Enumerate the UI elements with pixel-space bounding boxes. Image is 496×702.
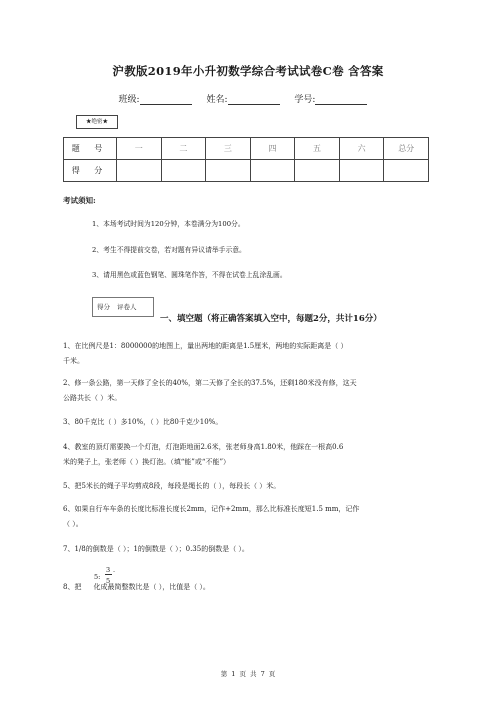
score-cell[interactable] <box>384 160 429 182</box>
question-6 <box>63 502 433 532</box>
question-text: 千米。 <box>63 357 84 365</box>
column-6: 六 <box>339 138 384 160</box>
student-id-blank[interactable] <box>315 95 367 105</box>
question-7 <box>63 542 433 557</box>
student-id-label: 学号: <box>294 95 316 105</box>
question-text: 7、1/8的倒数是（ ）；1的倒数是（ ）；0.35的倒数是（ ）。 <box>63 545 249 553</box>
grader-score-label: 得分 <box>97 303 110 311</box>
question-8 <box>63 580 433 595</box>
column-total: 总分 <box>384 138 429 160</box>
question-2 <box>63 376 433 406</box>
note-item: 3、请用黑色或蓝色钢笔、圆珠笔作答，不得在试卷上乱涂乱画。 <box>92 271 287 279</box>
question-5 <box>63 479 433 494</box>
column-1: 一 <box>117 138 162 160</box>
name-blank[interactable] <box>228 95 280 105</box>
fraction-dot: . <box>113 566 116 574</box>
question-1 <box>63 339 433 369</box>
question-text: 公路共长（ ）米。 <box>63 394 122 402</box>
section-1-title: 一、填空题（将正确答案填入空中，每题2分，共计16分） <box>160 314 382 324</box>
question-text: 5、把5米长的绳子平均剪成8段，每段是绳长的（ ），每段长（ ）米。 <box>63 482 281 490</box>
exam-title: 沪教版2019年小升初数学综合考试试卷C卷 含答案 <box>112 64 384 78</box>
ratio-left: 5: <box>94 573 101 581</box>
grader-reviewer-label: 评卷人 <box>117 303 137 311</box>
question-text: 6、如果自行车车条的长度比标准长度长2mm，记作+2mm，那么比标准长度短1.5 mm，记作 <box>63 505 360 513</box>
score-cell[interactable] <box>295 160 340 182</box>
score-cell[interactable] <box>206 160 251 182</box>
score-cell[interactable] <box>161 160 206 182</box>
score-cell[interactable] <box>339 160 384 182</box>
score-header: 得 分 <box>64 160 117 182</box>
question-text: 化成最简整数比是（ ），比值是（ ）。 <box>93 583 210 591</box>
score-table <box>63 137 429 182</box>
question-text: 1、在比例尺是1：8000000的地图上，量出两地的距离是1.5厘米，两地的实际距离是（ ） <box>63 342 348 350</box>
question-text: 2、修一条公路，第一天修了全长的40%，第二天修了全长的37.5%，还剩180米没有修，这天 <box>63 379 357 387</box>
class-blank[interactable] <box>140 95 192 105</box>
question-text: 4、教室的顶灯需要换一个灯泡，灯泡距地面2.6米，张老师身高1.80米，他踩在一根高0.6 <box>63 443 344 451</box>
fraction-denominator: 5 <box>106 577 111 585</box>
column-2: 二 <box>161 138 206 160</box>
student-info-line <box>0 92 496 105</box>
notes-title: 考试须知: <box>63 196 96 205</box>
question-3 <box>63 415 433 430</box>
fraction-numerator: 3 <box>106 566 111 574</box>
score-table-score-row <box>64 160 429 182</box>
column-5: 五 <box>295 138 340 160</box>
score-table-header-row <box>64 138 429 160</box>
confidential-stamp: ★绝密★ <box>76 115 118 129</box>
question-number-header: 题 号 <box>64 138 117 160</box>
question-text: （ ）。 <box>63 520 83 528</box>
note-item: 2、考生不得提前交卷，若对题有异议请举手示意。 <box>92 246 246 254</box>
page-footer: 第 1 页 共 7 页 <box>220 670 276 678</box>
question-text: 8、把 <box>63 583 82 591</box>
question-4 <box>63 440 433 470</box>
name-label: 姓名: <box>206 95 228 105</box>
class-label: 班级: <box>118 95 140 105</box>
grader-box <box>92 297 154 317</box>
column-3: 三 <box>206 138 251 160</box>
fraction-bar <box>105 574 112 575</box>
question-text: 米的凳子上，张老师（ ）换灯泡。（填“能”或“不能”） <box>63 458 231 466</box>
score-cell[interactable] <box>117 160 162 182</box>
score-cell[interactable] <box>250 160 295 182</box>
note-item: 1、本场考试时间为120分钟，本卷满分为100分。 <box>92 220 245 228</box>
column-4: 四 <box>250 138 295 160</box>
question-text: 3、80千克比（ ）多10%，（ ）比80千克少10%。 <box>63 418 223 426</box>
